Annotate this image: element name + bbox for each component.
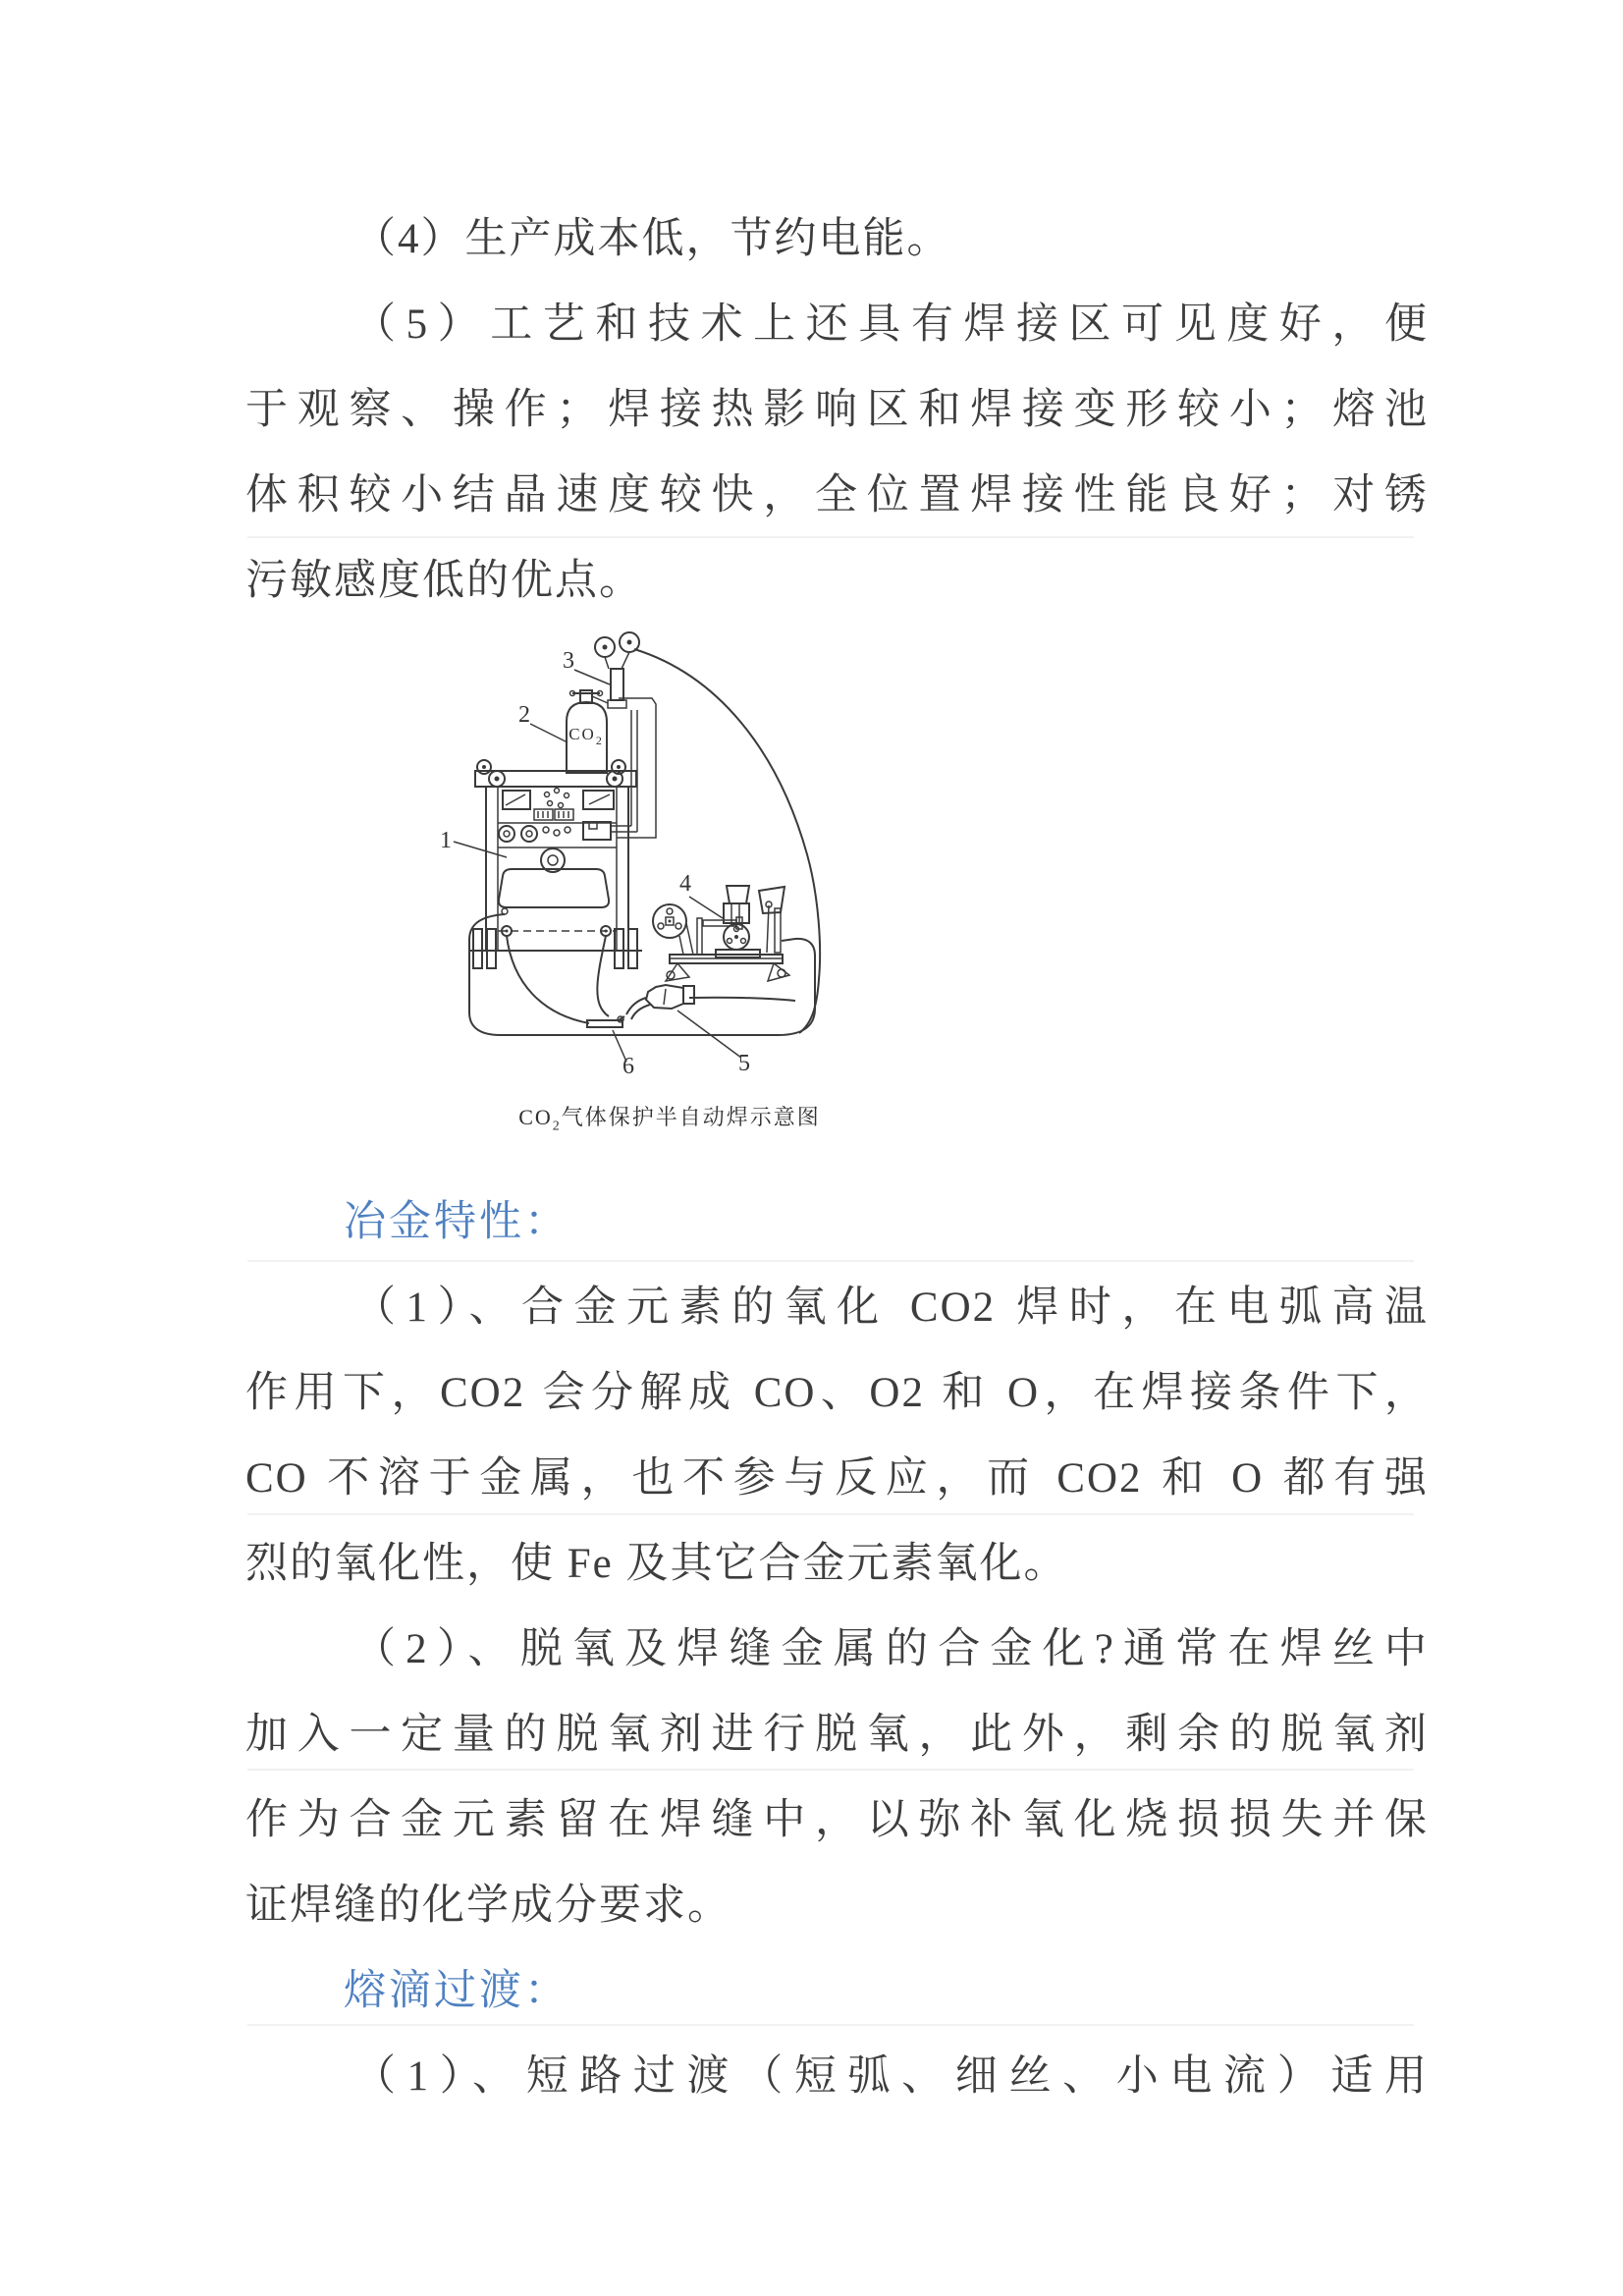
paragraph-line: （4）生产成本低，节约电能。 bbox=[353, 216, 951, 262]
caption-subscript: 2 bbox=[552, 1119, 562, 1134]
figure-caption bbox=[463, 1105, 876, 1139]
paragraph-line: （2）、脱氧及焊缝金属的合金化?通常在焊丝中 bbox=[353, 1626, 1429, 1672]
welding-gun-icon bbox=[587, 985, 694, 1027]
heading-metallurgy: 冶金特性： bbox=[344, 1199, 569, 1245]
cylinder-co2-label: $CO_2$ bbox=[568, 725, 604, 747]
paragraph-line: CO 不溶于金属，也不参与反应，而 CO2 和 O 都有强 bbox=[245, 1455, 1429, 1502]
paragraph-line: 作用下，CO2 会分解成 CO、O2 和 O，在焊接条件下， bbox=[245, 1370, 1429, 1416]
paragraph-line: 烈的氧化性，使 Fe 及其它合金元素氧化。 bbox=[245, 1541, 1068, 1587]
co2-cylinder-icon bbox=[567, 690, 607, 773]
label-power-source: 1 bbox=[440, 828, 454, 853]
caption-text: 气体保护半自动焊示意图 bbox=[561, 1105, 821, 1129]
text-column bbox=[245, 196, 1429, 2119]
label-wire-feeder: 4 bbox=[679, 871, 693, 897]
paragraph-line: 体积较小结晶速度较快，全位置焊接性能良好；对锈 bbox=[245, 472, 1429, 519]
paragraph-line: （5）工艺和技术上还具有焊接区可见度好，便 bbox=[353, 301, 1429, 348]
paragraph-line: 作为合金元素留在焊缝中，以弥补氧化烧损损失并保 bbox=[245, 1797, 1429, 1843]
welding-power-source-icon bbox=[469, 760, 642, 968]
paragraph-line: 证焊缝的化学成分要求。 bbox=[245, 1883, 731, 1929]
figure-co2-welding-diagram bbox=[245, 624, 1429, 1179]
pressure-regulator-icon bbox=[592, 632, 639, 708]
label-welding-gun: 5 bbox=[738, 1051, 752, 1076]
paragraph-line: （1）、合金元素的氧化 CO2 焊时，在电弧高温 bbox=[353, 1285, 1429, 1331]
paragraph-line: （1）、短路过渡（短弧、细丝、小电流）适用 bbox=[353, 2053, 1429, 2100]
label-cables: 6 bbox=[622, 1054, 636, 1079]
paragraph-line: 加入一定量的脱氧剂进行脱氧，此外，剩余的脱氧剂 bbox=[245, 1712, 1429, 1758]
caption-prefix: CO bbox=[518, 1105, 553, 1129]
wire-feeder-icon bbox=[653, 886, 789, 981]
label-gas-cylinder: 2 bbox=[518, 702, 532, 728]
welding-setup-diagram bbox=[432, 624, 844, 1085]
heading-droplet-transfer: 熔滴过渡： bbox=[344, 1968, 569, 2014]
label-regulator: 3 bbox=[563, 648, 576, 674]
paragraph-line: 于观察、操作；焊接热影响区和焊接变形较小；熔池 bbox=[245, 387, 1429, 433]
cable-loop-path bbox=[469, 914, 815, 1035]
paragraph-line: 污敏感度低的优点。 bbox=[245, 558, 643, 604]
